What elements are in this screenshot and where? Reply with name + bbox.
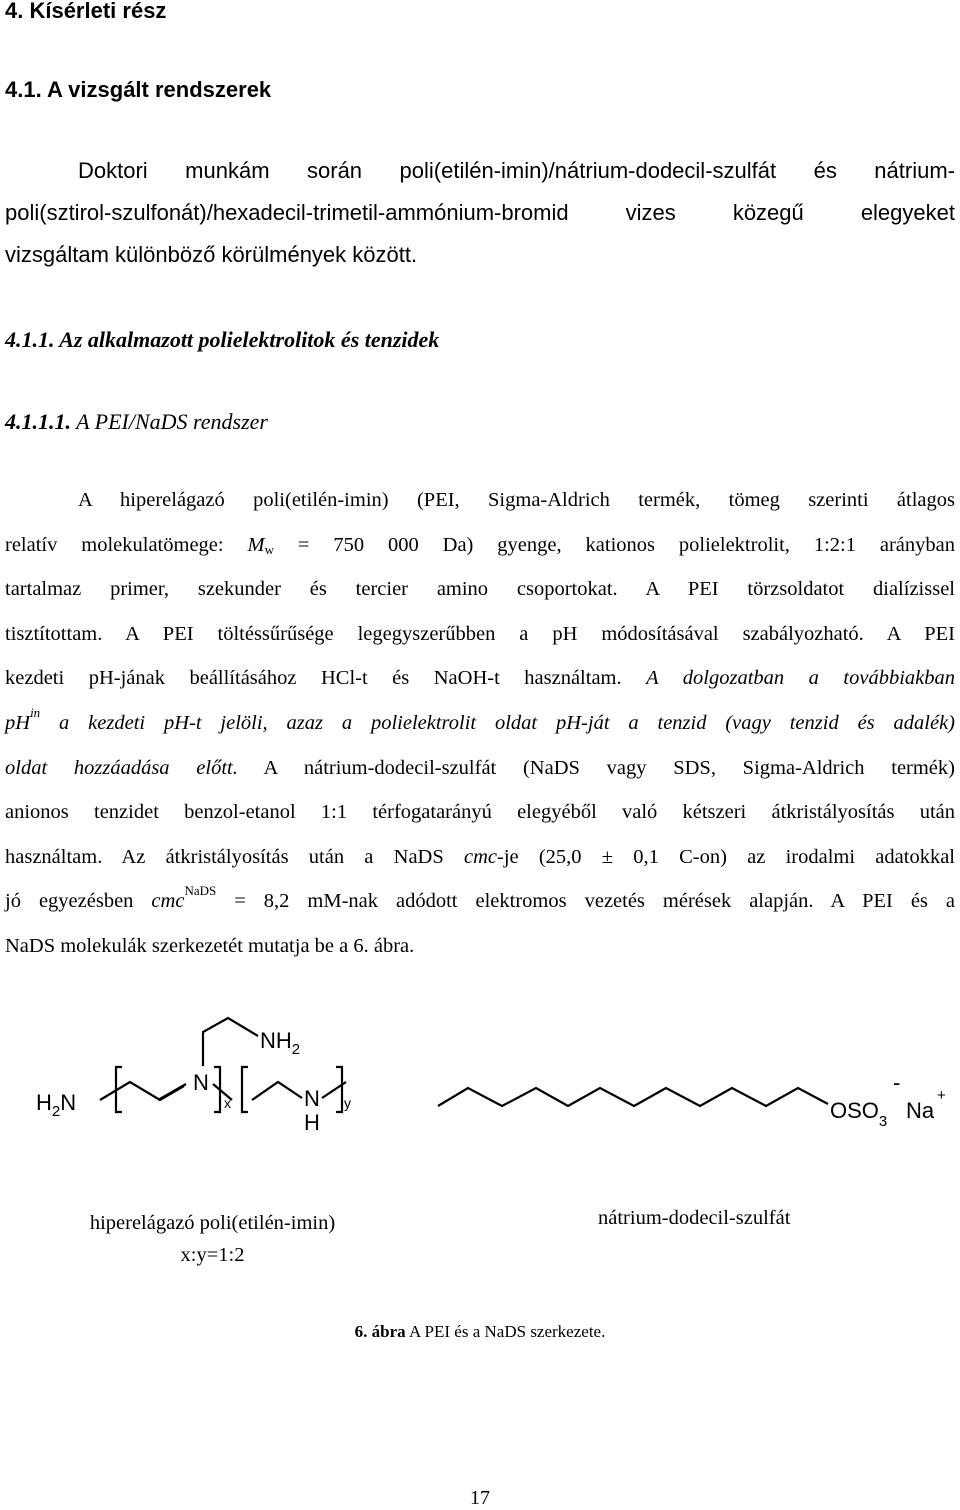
nads-minus: - [893,1070,901,1095]
page-number: 17 [470,1487,490,1509]
nads-labels [830,1070,946,1130]
nads-na: Na [906,1098,935,1123]
figure-label: 6. ábra [354,1322,406,1341]
pei-labels [36,1028,351,1135]
body-line: használtam. Az átkristályosítás után a NaDS cmc-je (25,0 ± 0,1 C-on) az irodalmi adatokkal [5,845,955,868]
body-line: $pH^{in}$ a kezdeti pH-t jelöli, azaz a polielektrolit oldat pH-ját a tenzid (vagy tenzid és adalék) [5,704,955,734]
pei-chain-2 [158,1084,186,1100]
figure-caption [0,1322,960,1342]
pei-caption: hiperelágazó poli(etilén-imin) [89,1212,336,1234]
intro-line: Doktori munkám során poli(etilén-imin)/nátrium-dodecil-szulfát és nátrium- [78,158,955,183]
body-line: kezdeti pH-jának beállításához HCl-t és NaOH-t használtam. A dolgozatban a továbbiakban [5,667,955,690]
pei-bracket-y-open [242,1067,248,1112]
pei-nh2: $NH_2$ [260,1028,301,1058]
nads-plus: + [937,1087,946,1104]
pei-ratio: x:y=1:2 [180,1244,245,1266]
body-paragraph [5,478,955,969]
pei-y-index: y [344,1095,351,1111]
subsubsection-heading [5,409,268,435]
subsubsection-number: 4.1.1.1. [5,409,71,434]
structure-figure [0,1000,960,1180]
subsection-title: Az alkalmazott polielektrolitok és tenzidek [59,327,440,352]
body-line: tartalmaz primer, szekunder és tercier amino csoportokat. A PEI törzsoldatot dialízissel [5,578,955,601]
subsection-number: 4.1.1. [5,327,55,352]
figure-caption-left [60,1207,365,1271]
pei-n-branch: N [193,1070,209,1095]
subsection-heading [5,327,439,353]
nads-chain [438,1088,828,1106]
body-line: anionos tenzidet benzol-etanol 1:1 térfogatarányú elegyéből való kétszeri átkristályosítás után [5,801,955,824]
body-line: A hiperelágazó poli(etilén-imin) (PEI, Sigma-Aldrich termék, tömeg szerinti átlagos [78,489,955,511]
pei-bracket-x-close [214,1067,220,1112]
body-line: relatív molekulatömege: $M_w = 750$ 000 Da) gyenge, kationos polielektrolit, 1:2:1 arányban [5,533,955,557]
body-line: NaDS molekulák szerkezetét mutatja be a 6. ábra. [5,934,415,957]
pei-x-index: x [224,1095,231,1111]
section-heading: 4.1. A vizsgált rendszerek [5,77,272,102]
intro-line: poli(sztirol-szulfonát)/hexadecil-trimetil-ammónium-bromid vizes közegű elegyeket [5,200,955,225]
pei-h2n: $H_2N$ [36,1090,77,1120]
body-line: jó egyezésben cmc$^{NaDS}$ = 8,2 mM-nak adódott elektromos vezetés mérések alapján. A PEI és a [5,883,955,913]
pei-chain-4 [252,1082,302,1100]
pei-bracket-y-close [336,1067,342,1112]
chapter-heading: 4. Kísérleti rész [5,0,167,23]
nads-structure [438,1088,828,1106]
pei-h-lower: H [304,1110,320,1135]
intro-paragraph [5,150,955,276]
subsubsection-title: A PEI/NaDS rendszer [76,409,268,434]
pei-chain-1 [100,1082,184,1100]
body-line: tisztítottam. A PEI töltéssűrűsége legegyszerűbben a pH módosításával szabályozható. A PEI [5,622,955,645]
intro-line: vizsgáltam különböző körülmények között. [5,242,418,267]
figure-caption-right: nátrium-dodecil-szulfát [598,1207,791,1229]
figure-caption-text: A PEI és a NaDS szerkezete. [405,1322,606,1341]
pei-n-lower: N [304,1086,320,1111]
pei-branch [203,1018,258,1066]
body-line: oldat hozzáadása előtt. A nátrium-dodecil-szulfát (NaDS vagy SDS, Sigma-Aldrich termék) [5,756,955,779]
nads-oso3: $OSO_3$ [830,1098,888,1130]
